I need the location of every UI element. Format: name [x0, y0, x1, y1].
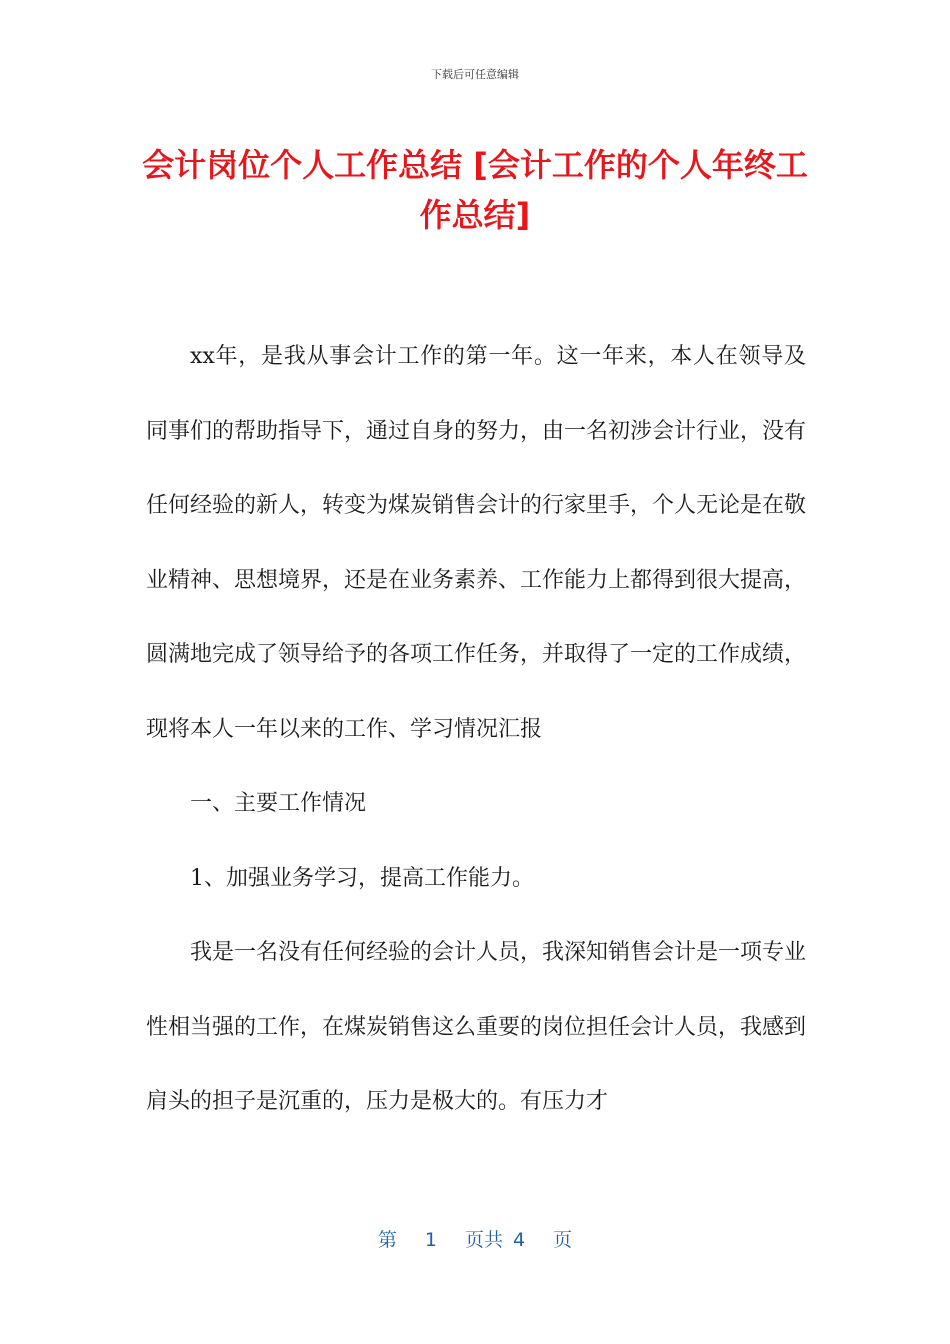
subheading-business-study: 1、加强业务学习，提高工作能力。 — [190, 865, 534, 891]
section-heading-main-work: 一、主要工作情况 — [190, 791, 367, 816]
document-body — [146, 320, 806, 1140]
paragraph-intro: xx年，是我从事会计工作的第一年。这一年来，本人在领导及同事们的帮助指导下，通过自身的努力，由一名初涉会计行业，没有任何经验的新人，转变为煤炭销售会计的行家里手，个人无论是在敬业精神、思想境界，还是在业务素养、工作能力上都得到很大提高，圆满地完成了领导给予的各项工作任务，并取得了一定的工作成绩，现将本人一年以来的工作、学习情况汇报 — [146, 344, 807, 742]
footer-page-suffix: 页 — [553, 1229, 573, 1251]
footer-page-prefix: 第 — [377, 1229, 397, 1251]
page-footer — [0, 1225, 950, 1252]
footer-page-mid: 页共 — [464, 1229, 503, 1251]
footer-page-total: 4 — [513, 1229, 526, 1251]
document-title: 会计岗位个人工作总结 [会计工作的个人年终工作总结] — [142, 146, 808, 234]
footer-page-number: 1 — [424, 1229, 437, 1251]
header-note: 下载后可任意编辑 — [431, 68, 519, 81]
paragraph-experience: 我是一名没有任何经验的会计人员，我深知销售会计是一项专业性相当强的工作，在煤炭销售这么重要的岗位担任会计人员，我感到肩头的担子是沉重的，压力是极大的。有压力才 — [146, 940, 807, 1114]
